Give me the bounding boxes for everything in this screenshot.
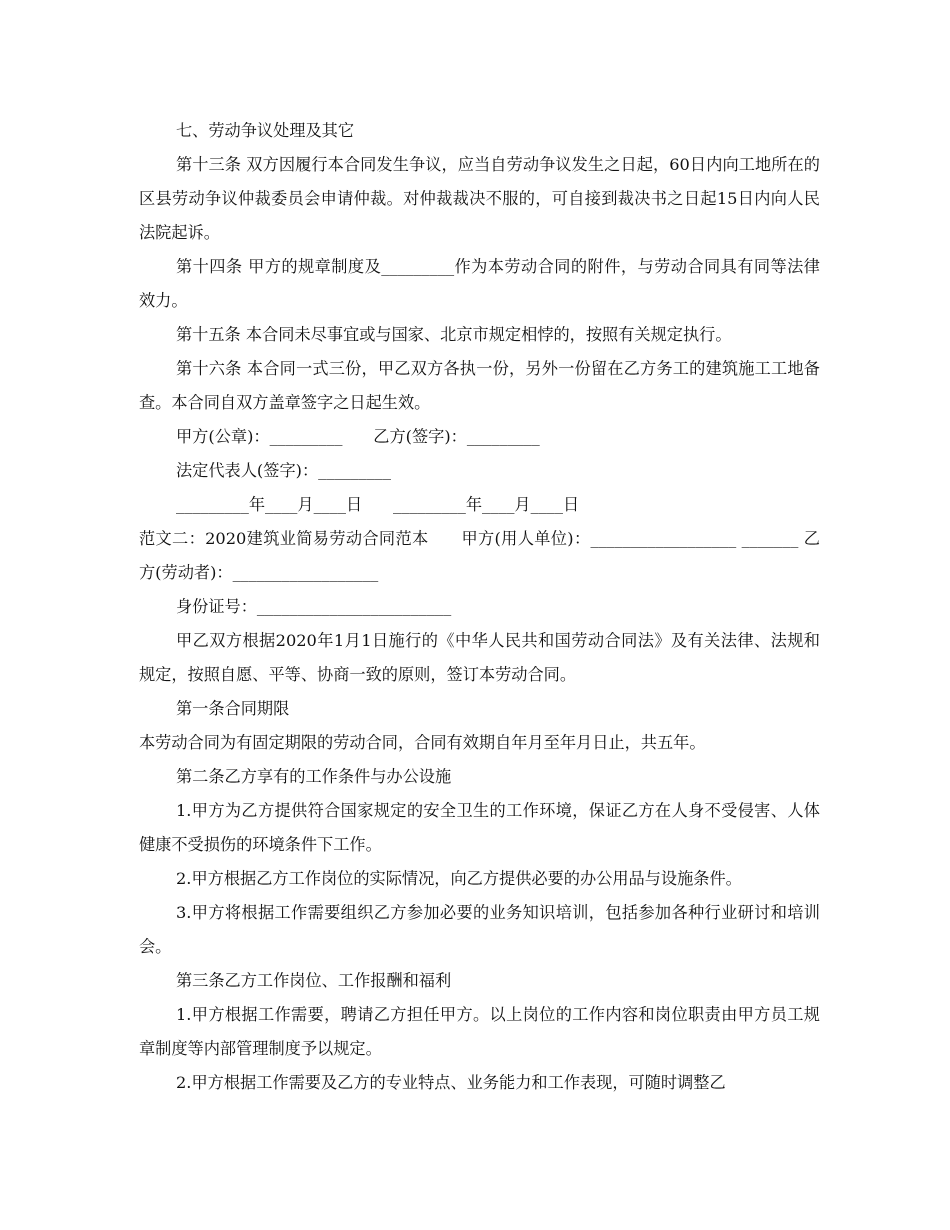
article-16-paragraph: 第十六条 本合同一式三份，甲乙双方各执一份，另外一份留在乙方务工的建筑施工工地备查。本合同自双方盖章签字之日起生效。: [139, 359, 820, 412]
section-heading-labor-disputes: 七、劳动争议处理及其它: [176, 121, 355, 140]
id-number-line: 身份证号：________________________: [176, 597, 452, 616]
article-15-paragraph: 第十五条 本合同未尽事宜或与国家、北京市规定相悖的，按照有关规定执行。: [176, 325, 732, 344]
article-2-item-2: 2.甲方根据乙方工作岗位的实际情况，向乙方提供必要的办公用品与设施条件。: [176, 869, 742, 888]
article-2-heading: 第二条乙方享有的工作条件与办公设施: [176, 767, 452, 786]
preamble-paragraph: 甲乙双方根据2020年1月1日施行的《中华人民共和国劳动合同法》及有关法律、法规和规定，按照自愿、平等、协商一致的原则，签订本劳动合同。: [139, 631, 820, 684]
article-1-heading: 第一条合同期限: [176, 699, 290, 718]
signature-line-legal-rep: 法定代表人(签字)：_________: [176, 461, 391, 480]
document-body: [139, 114, 820, 1100]
article-1-paragraph: 本劳动合同为有固定期限的劳动合同，合同有效期自年月至年月日止，共五年。: [139, 733, 706, 752]
article-2-item-1: 1.甲方为乙方提供符合国家规定的安全卫生的工作环境，保证乙方在人身不受侵害、人体健康不受损伤的环境条件下工作。: [139, 801, 820, 854]
article-3-item-2: 2.甲方根据工作需要及乙方的专业特点、业务能力和工作表现，可随时调整乙: [176, 1073, 726, 1092]
article-2-item-3: 3.甲方将根据工作需要组织乙方参加必要的业务知识培训，包括参加各种行业研讨和培训会。: [139, 903, 820, 956]
article-3-heading: 第三条乙方工作岗位、工作报酬和福利: [176, 971, 452, 990]
sample-two-header: 范文二：2020建筑业简易劳动合同范本 甲方(用人单位)：__________________ _______ 乙方(劳动者)：__________________: [139, 529, 820, 582]
article-14-paragraph: 第十四条 甲方的规章制度及_________作为本劳动合同的附件，与劳动合同具有同等法律效力。: [139, 257, 820, 310]
article-13-paragraph: 第十三条 双方因履行本合同发生争议，应当自劳动争议发生之日起，60日内向工地所在的区县劳动争议仲裁委员会申请仲裁。对仲裁裁决不服的，可自接到裁决书之日起15日内向人民法院起诉。: [139, 155, 820, 242]
signature-line-parties: 甲方(公章)：_________ 乙方(签字)：_________: [176, 427, 540, 446]
article-3-item-1: 1.甲方根据工作需要，聘请乙方担任甲方。以上岗位的工作内容和岗位职责由甲方员工规章制度等内部管理制度予以规定。: [139, 1005, 820, 1058]
date-line: _________年____月____日 _________年____月____日: [176, 495, 580, 514]
